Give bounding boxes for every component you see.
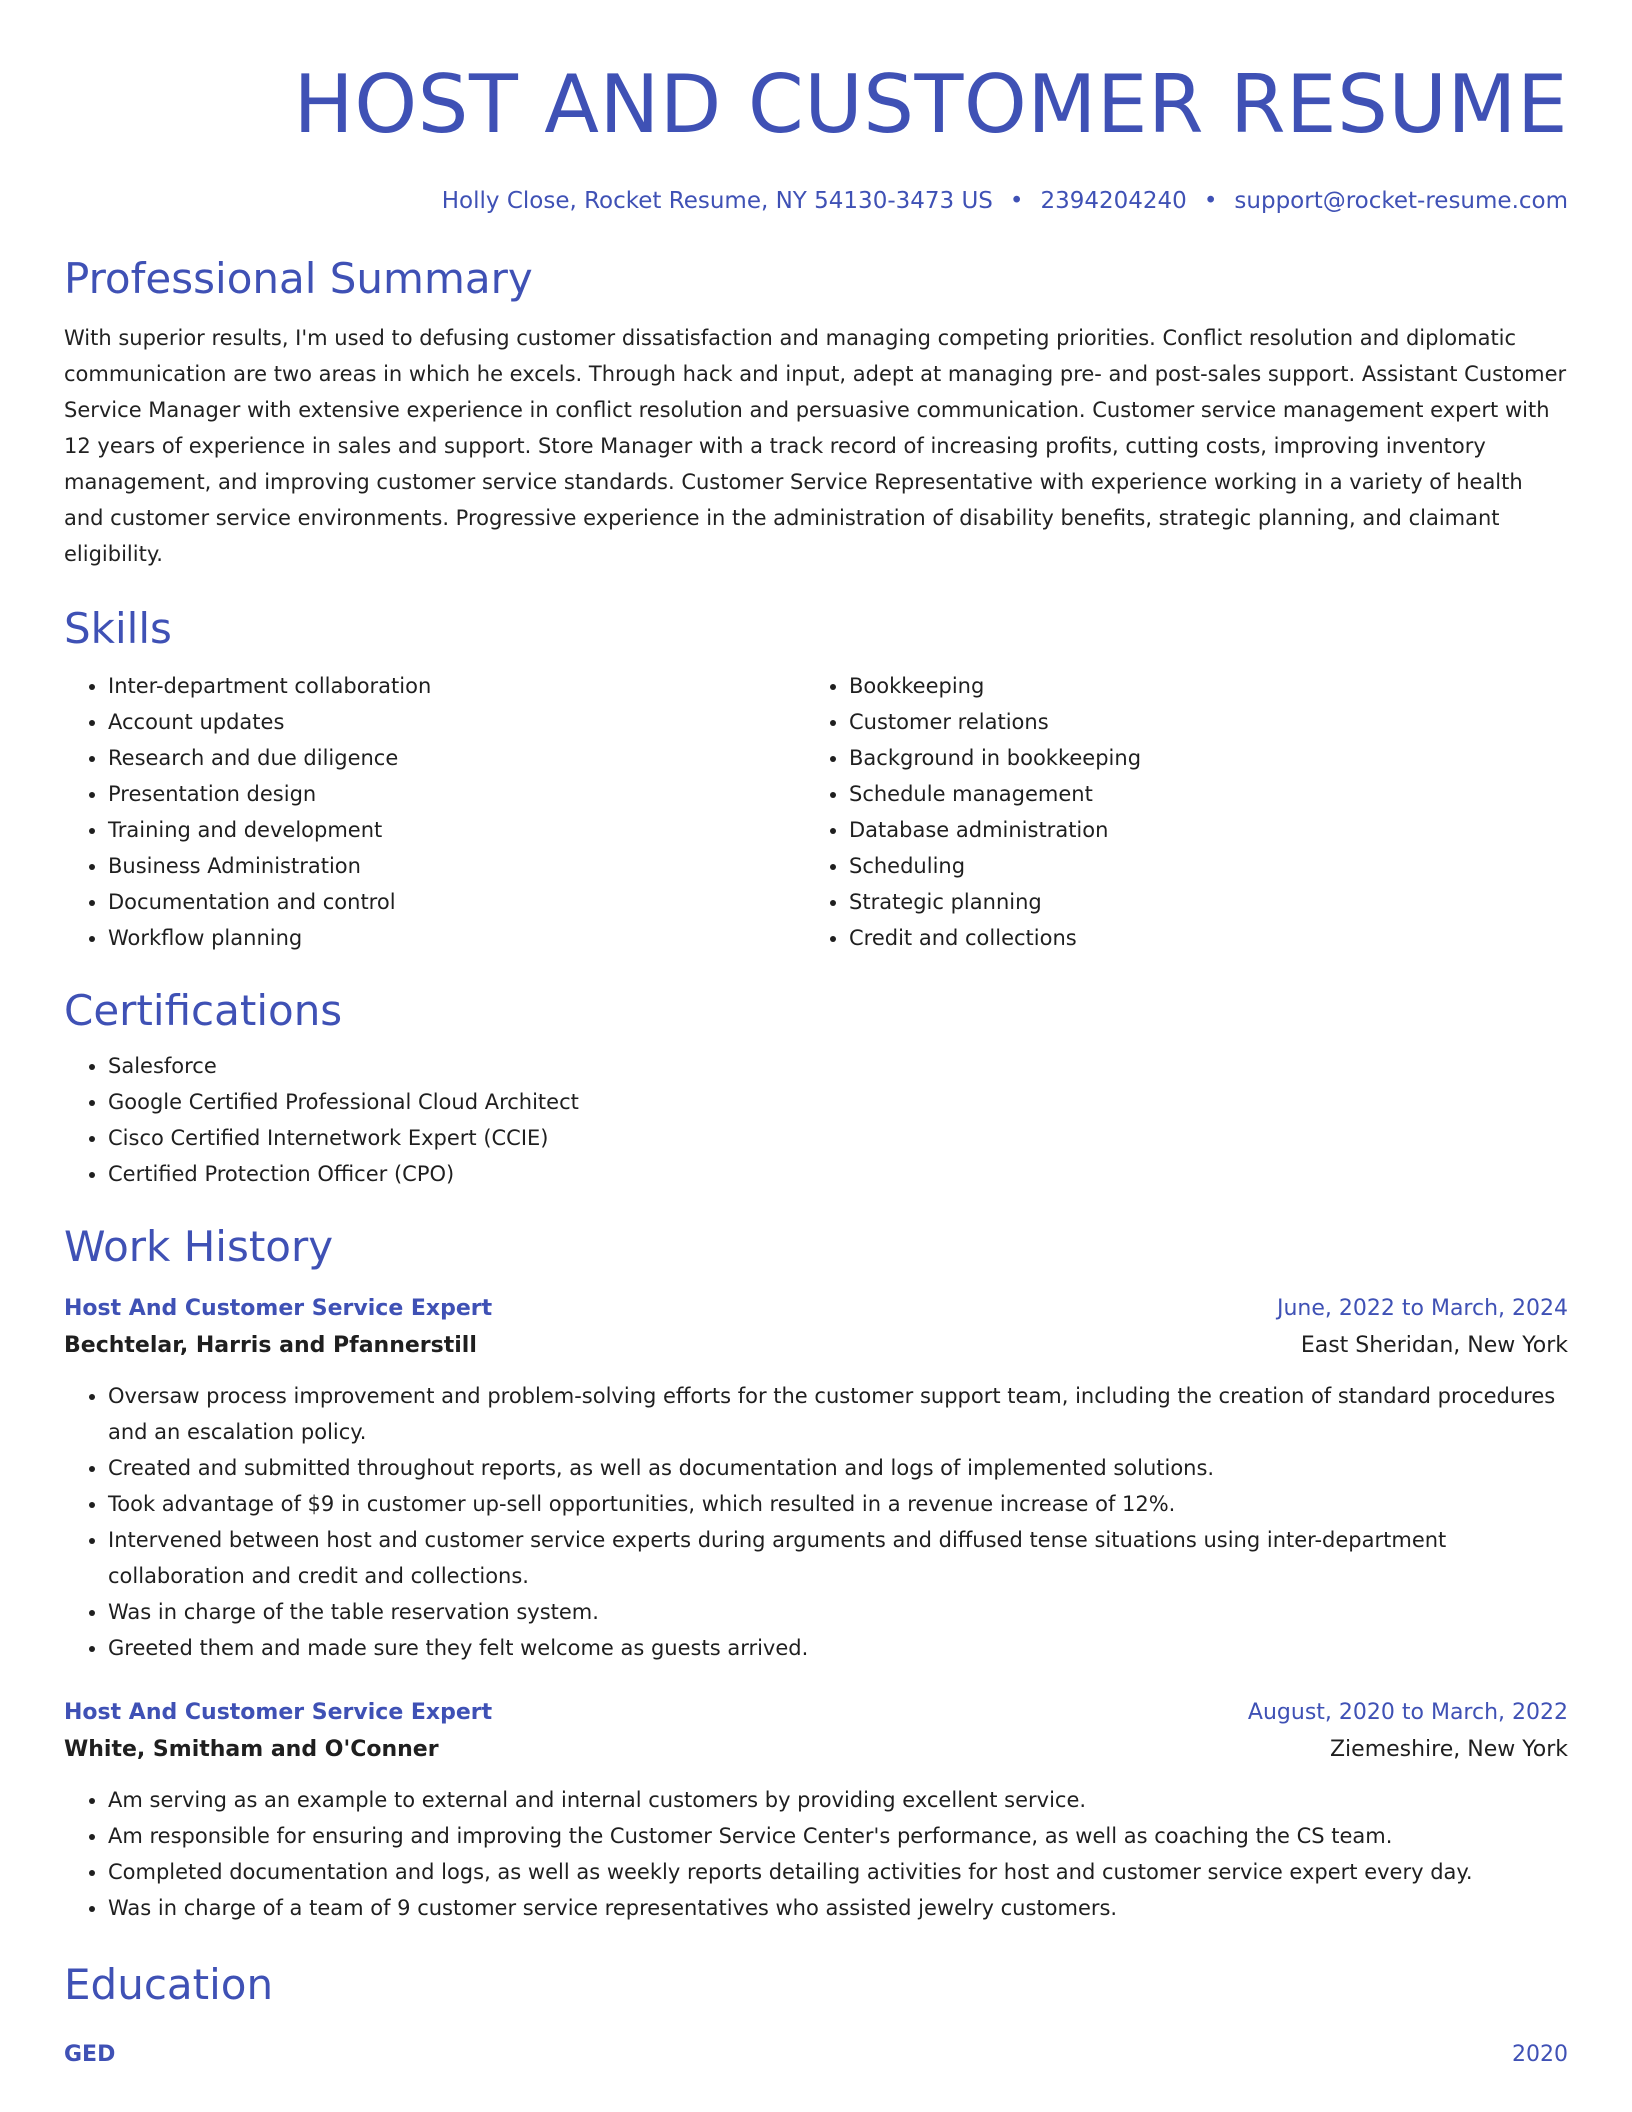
education-heading: Education	[64, 1960, 274, 2009]
job-entry	[64, 1292, 1568, 1666]
job-duties-list	[64, 1782, 1568, 1926]
certification-item: • Certified Protection Officer (CPO)	[108, 1156, 1568, 1192]
job-header-row	[64, 1292, 1568, 1326]
job-duty: • Was in charge of the table reservation system.	[108, 1594, 1568, 1630]
skill-item: • Business Administration	[108, 848, 805, 884]
job-duty: • Am responsible for ensuring and improving the Customer Service Center's performance, as well as coaching the CS team.	[108, 1818, 1568, 1854]
skills-column-right	[805, 668, 1568, 956]
job-duty: • Intervened between host and customer service experts during arguments and diffused tense situations using inter-department collaboration and credit and collections.	[108, 1522, 1568, 1594]
skill-item: • Scheduling	[849, 848, 1568, 884]
job-duties-list	[64, 1378, 1568, 1666]
job-title: Host And Customer Service Expert	[64, 1296, 493, 1321]
skills-column-left	[64, 668, 805, 956]
job-entry	[64, 1696, 1568, 1926]
job-dates: June, 2022 to March, 2024	[1277, 1296, 1568, 1321]
job-company: Bechtelar, Harris and Pfannerstill	[64, 1333, 477, 1358]
skill-item: • Documentation and control	[108, 884, 805, 920]
education-entry	[64, 2038, 1568, 2072]
certifications-heading: Certifications	[64, 986, 343, 1035]
job-title: Host And Customer Service Expert	[64, 1700, 493, 1725]
job-duty: • Greeted them and made sure they felt welcome as guests arrived.	[108, 1630, 1568, 1666]
job-duty: • Completed documentation and logs, as well as weekly reports detailing activities for host and customer service expert every day.	[108, 1854, 1568, 1890]
job-location: Ziemeshire, New York	[1329, 1737, 1568, 1762]
job-company: White, Smitham and O'Conner	[64, 1737, 439, 1762]
contact-line	[64, 186, 1568, 216]
education-year: 2020	[1512, 2042, 1568, 2067]
skill-item: • Presentation design	[108, 776, 805, 812]
skill-item: • Schedule management	[849, 776, 1568, 812]
resume-name: HOST AND CUSTOMER RESUME	[293, 58, 1568, 151]
job-duty: • Was in charge of a team of 9 customer service representatives who assisted jewelry customers.	[108, 1890, 1568, 1926]
summary-heading: Professional Summary	[64, 254, 533, 303]
skills-grid	[64, 668, 1568, 956]
skill-item: • Account updates	[108, 704, 805, 740]
skill-item: • Database administration	[849, 812, 1568, 848]
skill-item: • Training and development	[108, 812, 805, 848]
certification-item: • Google Certified Professional Cloud Architect	[108, 1084, 1568, 1120]
job-company-row	[64, 1326, 1568, 1366]
job-dates: August, 2020 to March, 2022	[1247, 1700, 1568, 1725]
skill-item: • Strategic planning	[849, 884, 1568, 920]
education-degree: GED	[64, 2042, 116, 2067]
job-duty: • Oversaw process improvement and problem-solving efforts for the customer support team, including the creation of standard procedures and an escalation policy.	[108, 1378, 1568, 1450]
skill-item: • Customer relations	[849, 704, 1568, 740]
job-header-row	[64, 1696, 1568, 1730]
skill-item: • Research and due diligence	[108, 740, 805, 776]
contact-separator: •	[1009, 188, 1024, 214]
contact-phone: 2394204240	[1040, 188, 1187, 214]
skill-item: • Inter-department collaboration	[108, 668, 805, 704]
skill-item: • Credit and collections	[849, 920, 1568, 956]
summary-text: With superior results, I'm used to defusing customer dissatisfaction and managing competing priorities. Conflict resolution and diplomatic communication are two areas in which he excels. Through hack and input, adept at managing pre- and post-sales support. Assistant Customer Service Manager with extensive experience in conflict resolution and persuasive communication. Customer service management expert with 12 years of experience in sales and support. Store Manager with a track record of increasing profits, cutting costs, improving inventory management, and improving customer service standards. Customer Service Representative with experience working in a variety of health and customer service environments. Progressive experience in the administration of disability benefits, strategic planning, and claimant eligibility.	[64, 326, 1567, 566]
skill-item: • Bookkeeping	[849, 668, 1568, 704]
job-duty: • Took advantage of $9 in customer up-sell opportunities, which resulted in a revenue increase of 12%.	[108, 1486, 1568, 1522]
job-location: East Sheridan, New York	[1300, 1333, 1568, 1358]
certification-item: • Salesforce	[108, 1048, 1568, 1084]
job-duty: • Am serving as an example to external and internal customers by providing excellent service.	[108, 1782, 1568, 1818]
skill-item: • Workflow planning	[108, 920, 805, 956]
certifications-list	[64, 1048, 1568, 1192]
contact-separator: •	[1203, 188, 1218, 214]
skill-item: • Background in bookkeeping	[849, 740, 1568, 776]
contact-address: Holly Close, Rocket Resume, NY 54130-3473 US	[441, 188, 993, 214]
contact-email: support@rocket-resume.com	[1234, 188, 1568, 214]
work-history-heading: Work History	[64, 1222, 334, 1271]
job-company-row	[64, 1730, 1568, 1770]
certification-item: • Cisco Certified Internetwork Expert (CCIE)	[108, 1120, 1568, 1156]
job-duty: • Created and submitted throughout reports, as well as documentation and logs of implemented solutions.	[108, 1450, 1568, 1486]
skills-heading: Skills	[64, 604, 172, 653]
